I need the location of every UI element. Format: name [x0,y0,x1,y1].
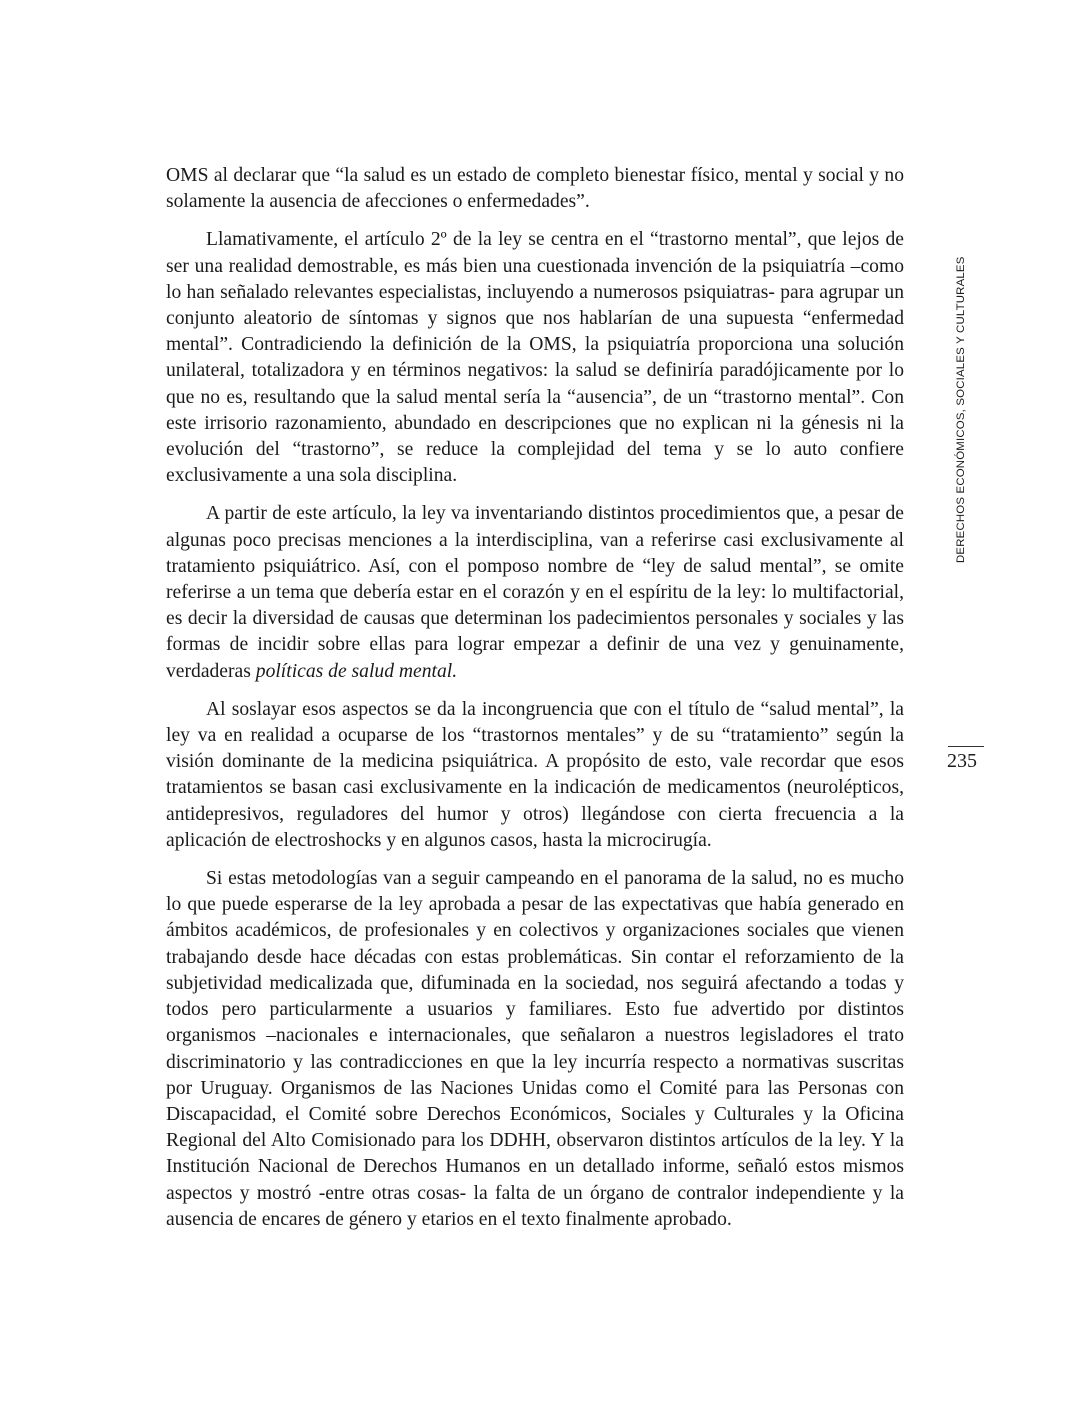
paragraph-5: Si estas metodologías van a seguir campeando en el panorama de la salud, no es mucho lo que puede esperarse de la ley aprobada a pesar de las expectativas que había generado en ámbitos académicos, de profesionales y en colectivos y organizaciones sociales que vienen trabajando desde hace décadas con estas problemáticas. Sin contar el reforzamiento de la subjetividad medicalizada que, difuminada en la sociedad, nos seguirá afectando a todas y todos pero particularmente a usuarios y familiares. Esto fue advertido por distintos organismos –nacionales e internacionales, que señalaron a nuestros legisladores el trato discriminatorio y las contradicciones en que la ley incurría respecto a normativas suscritas por Uruguay. Organismos de las Naciones Unidas como el Comité para las Personas con Discapacidad, el Comité sobre Derechos Económicos, Sociales y Culturales y la Oficina Regional del Alto Comisionado para los DDHH, observaron distintos artículos de la ley. Y la Institución Nacional de Derechos Humanos en un detallado informe, señaló estos mismos aspectos y mostró -entre otras cosas- la falta de un órgano de contralor independiente y la ausencia de encares de género y etarios en el texto finalmente aprobado. [166,868,904,1230]
body-text [166,163,904,1245]
paragraph-3 [166,501,904,684]
page-number-rule [948,746,984,747]
paragraph-1: OMS al declarar que “la salud es un estado de completo bienestar físico, mental y social y no solamente la ausencia de afecciones o enfermedades”. [166,165,904,213]
running-head: DERECHOS ECONÓMICOS, SOCIALES Y CULTURALES [955,256,967,563]
paragraph-4: Al soslayar esos aspectos se da la incongruencia que con el título de “salud mental”, la ley va en realidad a ocuparse de los “trastornos mentales” y de su “tratamiento” según la visión dominante de la medicina psiquiátrica. A propósito de esto, vale recordar que esos tratamientos se basan casi exclusivamente en la indicación de medicamentos (neurolépticos, antidepresivos, reguladores del humor y otros) llegándose con cierta frecuencia a la aplicación de electroshocks y en algunos casos, hasta la microcirugía. [166,698,904,851]
paragraph-3-italic: políticas de salud mental. [255,660,458,682]
page-number: 235 [947,750,977,772]
paragraph-3-text: A partir de este artículo, la ley va inventariando distintos procedimientos que, a pesar de algunas poco precisas menciones a la interdisciplina, van a referirse casi exclusivamente al tratamiento psiquiátrico. Así, con el pomposo nombre de “ley de salud mental”, se omite referirse a un tema que debería estar en el corazón y en el espíritu de la ley: lo multifactorial, es decir la diversidad de causas que determinan los padecimientos personales y sociales y las formas de incidir sobre ellas para lograr empezar a definir de una vez y genuinamente, verdaderas [166,503,904,682]
paragraph-2: Llamativamente, el artículo 2º de la ley se centra en el “trastorno mental”, que lejos de ser una realidad demostrable, es más bien una cuestionada invención de la psiquiatría –como lo han señalado relevantes especialistas, incluyendo a numerosos psiquiatras- para agrupar un conjunto aleatorio de síntomas y signos que nos hablarían de una supuesta “enfermedad mental”. Contradiciendo la definición de la OMS, la psiquiatría proporciona una solución unilateral, totalizadora y en términos negativos: la salud se definiría paradójicamente por lo que no es, resultando que la salud mental sería la “ausencia”, de un “trastorno mental”. Con este irrisorio razonamiento, abundado en descripciones que no explican ni la génesis ni la evolución del “trastorno”, se reduce la complejidad del tema y se lo auto confiere exclusivamente a una sola disciplina. [166,229,904,487]
